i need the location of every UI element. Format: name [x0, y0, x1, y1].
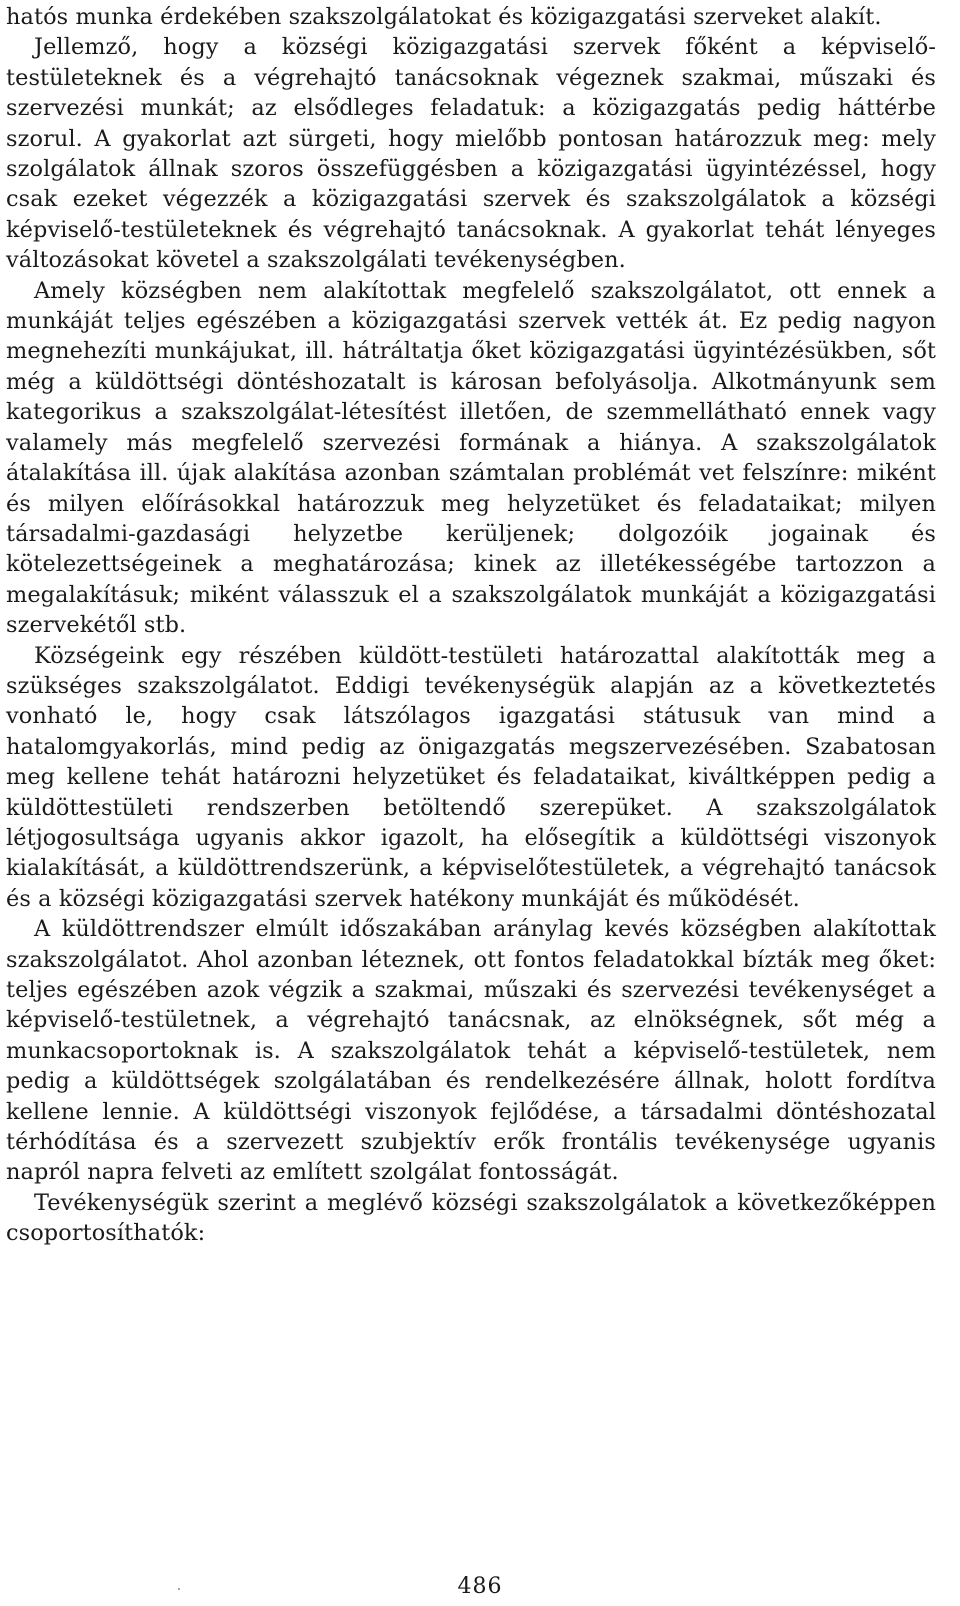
paragraph: A küldöttrendszer elmúlt időszakában aránylag kevés községben alakítottak szakszolgálatot. Ahol azonban léteznek, ott fontos feladatokkal bízták meg őket: teljes egészében azok végzik a szakmai, műszaki és szervezési tevékenységet a képviselő-testületnek, a végrehajtó tanácsnak, az elnökségnek, sőt még a munkacsoportoknak is. A szakszolgálatok tehát a képviselő-testületek, nem pedig a küldöttségek szolgálatában és rendelkezésére állnak, holott fordítva kellene lennie. A küldöttségi viszonyok fejlődése, a társadalmi döntéshozatal térhódítása és a szervezett szubjektív erők frontális tevékenysége ugyanis napról napra felveti az említett szolgálat fontosságát. [6, 916, 936, 1186]
paragraph: Községeink egy részében küldött-testületi határozattal alakították meg a szükséges szakszolgálatot. Eddigi tevékenységük alapján az a következtetés vonható le, hogy csak látszólagos igazgatási státusuk van mind a hatalomgyakorlás, mind pedig az önigazgatás megszervezésében. Szabatosan meg kellene tehát határozni helyzetüket és feladataikat, kiváltképpen pedig a küldöttestületi rendszerben betöltendő szerepüket. A szakszolgálatok létjogosultsága ugyanis akkor igazolt, ha elősegítik a küldöttségi viszonyok kialakítását, a küldöttrendszerünk, a képviselőtestületek, a végrehajtó tanácsok és a községi közigazgatási szervek hatékony munkáját és működését. [6, 642, 936, 912]
paragraph-continuation: hatós munka érdekében szakszolgálatokat és közigazgatási szerveket alakít. [6, 4, 882, 30]
paragraph: Tevékenységük szerint a meglévő községi szakszolgálatok a következőképpen csoportosíthatók: [6, 1189, 936, 1247]
page-number: 486 [457, 1574, 503, 1599]
paragraph: Amely községben nem alakítottak megfelelő szakszolgálatot, ott ennek a munkáját teljes egészében a közigazgatási szervek vették át. Ez pedig nagyon megnehezíti munkájukat, ill. hátráltatja őket közigazgatási ügyintézésükben, sőt még a küldöttségi döntéshozatalt is károsan befolyásolja. Alkotmányunk sem kategorikus a szakszolgálat-létesítést illetően, de szemmellátható ennek vagy valamely más megfelelő szervezési formának a hiánya. A szakszolgálatok átalakítása ill. újak alakítása azonban számtalan problémát vet felszínre: miként és milyen előírásokkal határozzuk meg helyzetüket és feladataikat; milyen társadalmi-gazdasági helyzetbe kerüljenek; dolgozóik jogainak és kötelezettségeinek a meghatározása; kinek az illetékességébe tartozzon a megalakításuk; miként válasszuk el a szakszolgálatok munkáját a közigazgatási szervekétől stb. [6, 277, 936, 639]
page-body [6, 2, 936, 1249]
paragraph: Jellemző, hogy a községi közigazgatási szervek főként a képviselő-testületeknek és a végrehajtó tanácsoknak végeznek szakmai, műszaki és szervezési munkát; az elsődleges feladatuk: a közigazgatás pedig háttérbe szorul. A gyakorlat azt sürgeti, hogy mielőbb pontosan határozzuk meg: mely szolgálatok állnak szoros összefüggésben a közigazgatási ügyintézéssel, hogy csak ezeket végezzék a közigazgatási szervek és szakszolgálatok a községi képviselő-testületeknek és végrehajtó tanácsoknak. A gyakorlat tehát lényeges változásokat követel a szakszolgálati tevékenységben. [6, 34, 936, 274]
